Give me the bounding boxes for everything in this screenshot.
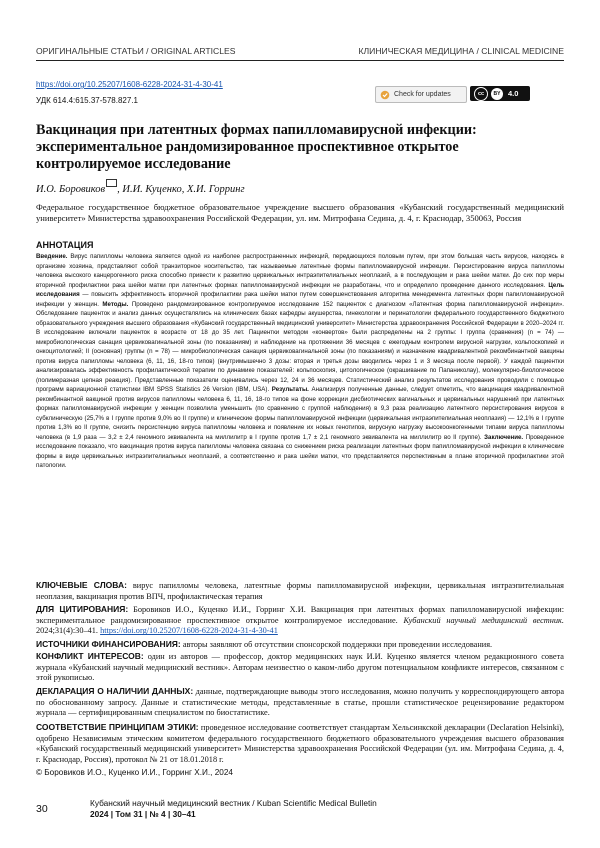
conflict-text: один из авторов — профессор, доктор медицинских наук И.И. Куценко является членом редакционного совета журнала «Кубанский научный медицинский вестник». Авторам неизвестно о каком-либо другом потенциальном конфликте интересов, связанном с этой рукописью. <box>36 652 564 683</box>
ethics <box>36 722 564 766</box>
check-for-updates-button[interactable] <box>375 86 467 103</box>
abstract-heading: АННОТАЦИЯ <box>36 240 94 250</box>
doi-link[interactable]: https://doi.org/10.25207/1608-6228-2024-31-4-30-41 <box>36 80 223 89</box>
citation-journal: Кубанский научный медицинский вестник. <box>403 615 564 625</box>
citation-tail: 2024;31(4):30–41. <box>36 626 101 636</box>
footer-journal <box>90 798 377 820</box>
funding-text: авторы заявляют об отсутствии спонсорской поддержки при проведении исследования. <box>180 640 493 649</box>
by-icon: BY <box>491 88 503 100</box>
funding-label: ИСТОЧНИКИ ФИНАНСИРОВАНИЯ: <box>36 639 181 649</box>
keywords-text: вирус папилломы человека, латентные формы папилломавирусной инфекции, цервикальная интраэпителиальная неоплазия, вакцинация против ВПЧ, профилактическая терапия <box>36 581 565 601</box>
author-corresponding: И.О. Боровиков <box>36 184 106 195</box>
footer-issue: 2024 | Том 31 | № 4 | 30–41 <box>90 809 196 819</box>
affiliation: Федеральное государственное бюджетное образовательное учреждение высшего образования «Кубанский государственный медицинский университет» Министерства здравоохранения Российской Федерации, ул. им. Митрофана Седина, д. 4, г. Краснодар, 350063, Россия <box>36 202 564 223</box>
citation-doi-link[interactable]: https://doi.org/10.25207/1608-6228-2024-31-4-30-41 <box>100 626 278 636</box>
udk-code: УДК 614.4:615.37-578.827.1 <box>36 96 138 105</box>
ethics-label: СООТВЕТСТВИЕ ПРИНЦИПАМ ЭТИКИ: <box>36 722 199 732</box>
cc-icon: cc <box>474 87 488 101</box>
citation <box>36 604 564 637</box>
running-header <box>36 46 564 61</box>
conflict-label: КОНФЛИКТ ИНТЕРЕСОВ: <box>36 651 144 661</box>
citation-label: ДЛЯ ЦИТИРОВАНИЯ: <box>36 604 129 614</box>
citation-text: Боровиков И.О., Куценко И.И., Горринг Х.И. Вакцинация при латентных формах папилломавирусной инфекции: экспериментальное рандомизированное проспективное открытое контролируемое исследование. <box>36 605 564 625</box>
mail-icon[interactable] <box>106 179 117 187</box>
check-for-updates-label: Check for updates <box>394 91 451 98</box>
availability-label: ДЕКЛАРАЦИЯ О НАЛИЧИИ ДАННЫХ: <box>36 686 194 696</box>
license-badge[interactable] <box>470 86 530 101</box>
ethics-text: проведенное исследование соответствует стандартам Хельсинкской декларации (Declaration Helsinki), одобрено Независимым этическим комитетом федерального государственного бюджетного образовательного учреждения высшего образования «Кубанский государственный медицинский университет» Министерства здравоохранения Российской Федерации (ул. им. Митрофана Седина, д. 4, г. Краснодар, Россия), протокол № 21 от 18.01.2018 г. <box>36 723 564 765</box>
aim-label: Цель исследования <box>36 281 564 298</box>
data-availability <box>36 686 564 719</box>
conclusion-text: Проведенное исследование показало, что вакцинация против вируса папилломы человека связана со снижением риска реализации латентных форм папилломавирусной инфекции в клинические формы в виде цервикальных интраэпителиальных неоплазий, а соответственно и рака шейки матки, что представляется перспективным в плане вторичной профилактики этой патологии. <box>36 433 564 469</box>
aim-text: — повысить эффективность вторичной профилактики рака шейки матки путем совершенствования алгоритма менеджмента латентных форм папилломавирусной инфекции у женщин. <box>36 291 564 308</box>
funding <box>36 639 564 651</box>
results-text: Анализируя полученные данные, следует отметить, что вакцинация квадривалентной рекомбинантной вакциной против вирусов папилломы человека 6, 11, 16, 18-го типов на фоне коррекции дисбиотических вагинальных и цервикальных нарушений при латентных формах папилломавирусной инфекции у женщин позволила уменьшить (по сравнению с группой наблюдения) в 9,3 раза реализацию латентного персистирования вирусов в субклиническую (25,7% в I группе против 9,0% во II группе) и клинические формы папилломавирусной инфекции (цервикальная интраэпителиальная неоплазия) — 12,1% в I группе против 1,3% во II группе, снизить персистенцию вируса папилломы человека и появление их новых генотипов, вирусную нагрузку высокоонкогенными типами вируса папилломы человека (в 1,9 раза — 3,2 ± 2,4 геномного эквивалента на миллилитр в I группе против 1,7 ± 2,1 геномного эквивалента на миллилитр во II группе). <box>36 386 565 441</box>
keywords-label: КЛЮЧЕВЫЕ СЛОВА: <box>36 580 127 590</box>
methods-text: Проведено рандомизированное контролируемое исследование 152 пациенток с диагнозом «Латентная форма папилломавирусной инфекции». Обследование пациенток и анализ данных осуществлялись на клинических базах кафедры акушерства, гинекологии и перинатологии федерального государственного бюджетного образовательного учреждения высшего образования «Кубанский государственный медицинский университет» Министерства здравоохранения Российской Федерации в 2020–2024 гг. В исследование включали пациенток в возрасте от 18 до 35 лет. Пациентки методом «конвертов» были распределены на 2 группы: I группа (сравнения) (n = 74) — микробиологическая санация цервиковагинальной зоны (по показаниям) и наблюдение на протяжении 36 месяцев с ежегодным контролем вирусной нагрузки, кольпоскопией и онкоцитологией; II (основная) группы (n = 78) — микробиологическая санация цервиковагинальной зоны (по показаниям) и назначение квадривалентной рекомбинантной вакцины против вируса папилломы человека (6, 11, 16, 18-го типов) (внутримышечно 3 дозы: вторая и третья дозы вводились через 1 и 3 месяца после первой). У каждой пациентки анализировалась эффективность профилактической терапии по динамике показателей: кольпоскопия, цитологическое (окрашивание по Папаниколау), молекулярно-биологическое (полимеразная цепная реакция). Представленные показатели оценивались через 12, 24 и 36 месяцев. Статистический анализ результатов исследования проводили с помощью программ вариационной статистики IBM SPSS Statistics 26 Version (IBM, USA). <box>36 300 564 393</box>
keywords <box>36 580 564 602</box>
license-version: 4.0 <box>508 89 519 98</box>
abstract-body <box>36 252 564 471</box>
intro-text: Вирус папилломы человека является одной из наиболее распространенных инфекций, передающихся половым путем, при этом большая часть вирусов, находясь в организме хозяина, представляют собой транзиторное носительство, так называемые латентные формы папилломавирусной инфекции. Персистирование вируса папилломы человека высокого канцерогенного риска способно привести к развитию цервикальных интраэпителиальных неоплазий, а в последующем и рака шейки матки. До сих пор меры вторичной профилактики рака шейки матки при латентных формах папилломавирусной инфекции не разработаны, что и определило проведение данного исследования. <box>36 253 564 289</box>
update-check-icon <box>380 90 390 100</box>
footer-journal-name: Кубанский научный медицинский вестник / Kuban Scientific Medical Bulletin <box>90 798 377 808</box>
page-number: 30 <box>36 803 48 815</box>
conflict-of-interest <box>36 651 564 684</box>
conclusion-label: Заключение. <box>481 433 524 441</box>
availability-text: данные, подтверждающие выводы этого исследования, можно получить у корреспондирующего автора по обоснованному запросу. Данные и статистические методы, представленные в статье, прошли статистическое рецензирование редактором журнала — сертифицированным специалистом по биостатистике. <box>36 687 564 718</box>
results-label: Результаты. <box>269 386 309 393</box>
header-right: КЛИНИЧЕСКАЯ МЕДИЦИНА / CLINICAL MEDICINE <box>358 46 564 56</box>
author-list <box>36 184 245 195</box>
author-others: , И.И. Куценко, Х.И. Горринг <box>117 184 245 195</box>
copyright: © Боровиков И.О., Куценко И.И., Горринг Х.И., 2024 <box>36 768 233 777</box>
methods-label: Методы. <box>98 300 129 308</box>
header-left: ОРИГИНАЛЬНЫЕ СТАТЬИ / ORIGINAL ARTICLES <box>36 46 236 56</box>
article-title: Вакцинация при латентных формах папилломавирусной инфекции: экспериментальное рандомизированное проспективное открытое контролируемое исследование <box>36 122 477 172</box>
intro-label: Введение. <box>36 253 68 260</box>
